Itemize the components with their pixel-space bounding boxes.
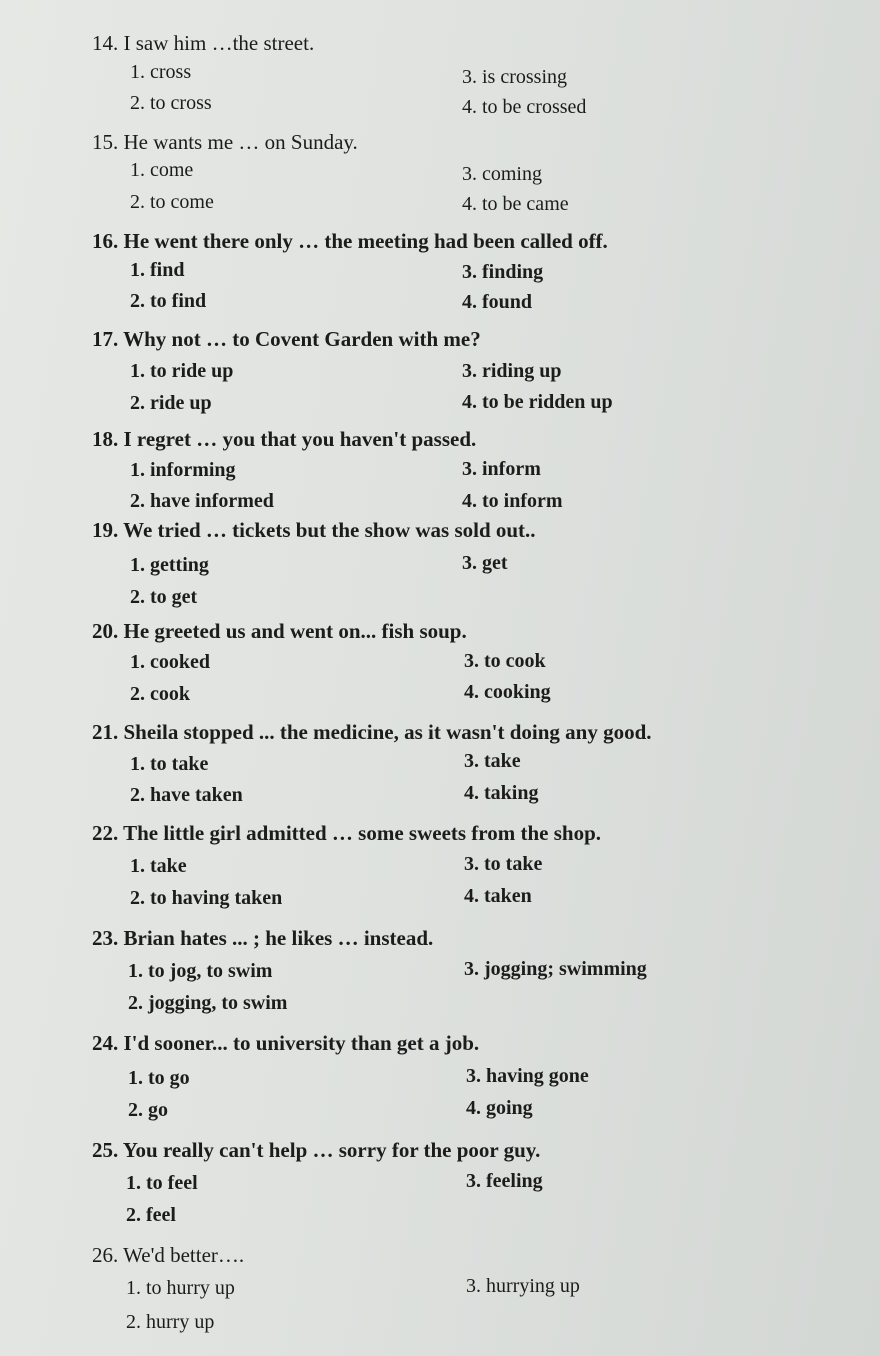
option-1: 1. come — [130, 159, 194, 181]
question-21 — [92, 719, 852, 806]
question-text: 21. Sheila stopped ... the medicine, as it wasn't doing any good. — [92, 720, 652, 744]
option-3: 3. get — [462, 552, 508, 574]
question-text: 16. He went there only … the meeting had been called off. — [92, 229, 608, 253]
question-text: 22. The little girl admitted … some sweets from the shop. — [92, 821, 602, 845]
question-22 — [92, 820, 852, 909]
option-2: 2. to get — [130, 586, 198, 608]
option-3: 3. to cook — [464, 650, 546, 672]
question-20 — [92, 618, 852, 705]
option-3: 3. is crossing — [462, 66, 567, 88]
option-3: 3. inform — [462, 458, 541, 480]
option-2: 2. cook — [130, 683, 190, 705]
option-3: 3. jogging; swimming — [464, 958, 647, 980]
option-2: 2. to cross — [130, 92, 212, 114]
option-1: 1. find — [130, 259, 185, 281]
option-3: 3. to take — [464, 853, 543, 875]
question-14 — [92, 30, 852, 118]
question-15 — [92, 129, 852, 215]
option-2: 2. to having taken — [130, 887, 283, 909]
option-4: 4. cooking — [464, 681, 551, 703]
question-text: 17. Why not … to Covent Garden with me? — [92, 327, 481, 351]
question-text: 25. You really can't help … sorry for the poor guy. — [92, 1138, 541, 1162]
option-3: 3. having gone — [466, 1065, 589, 1087]
option-1: 1. cooked — [130, 651, 210, 673]
question-text: 20. He greeted us and went on... fish soup. — [92, 619, 467, 643]
question-text: 26. We'd better…. — [92, 1243, 245, 1267]
option-3: 3. take — [464, 750, 521, 772]
option-1: 1. to ride up — [130, 360, 234, 382]
question-24 — [92, 1030, 852, 1121]
option-1: 1. to take — [130, 753, 209, 775]
option-1: 1. to go — [128, 1067, 190, 1089]
option-4: 4. to be ridden up — [462, 391, 613, 413]
option-4: 4. to inform — [462, 490, 563, 512]
option-4: 4. taking — [464, 782, 539, 804]
option-2: 2. have taken — [130, 784, 243, 806]
option-4: 4. found — [462, 291, 533, 313]
option-1: 1. take — [130, 855, 187, 877]
option-2: 2. jogging, to swim — [128, 992, 288, 1014]
question-26 — [92, 1242, 852, 1333]
question-17 — [92, 326, 852, 414]
option-1: 1. to hurry up — [126, 1277, 235, 1299]
option-3: 3. coming — [462, 163, 542, 185]
question-text: 19. We tried … tickets but the show was sold out.. — [92, 518, 536, 542]
option-4: 4. to be crossed — [462, 96, 587, 118]
question-text: 23. Brian hates ... ; he likes … instead. — [92, 926, 434, 950]
option-1: 1. getting — [130, 554, 209, 576]
option-2: 2. feel — [126, 1204, 176, 1226]
option-1: 1. to feel — [126, 1172, 198, 1194]
option-3: 3. riding up — [462, 360, 562, 382]
option-3: 3. finding — [462, 261, 544, 283]
question-23 — [92, 925, 852, 1014]
question-text: 14. I saw him …the street. — [92, 31, 315, 55]
option-4: 4. taken — [464, 885, 532, 907]
question-18 — [92, 426, 852, 512]
question-19 — [92, 517, 852, 608]
option-3: 3. hurrying up — [466, 1275, 580, 1297]
question-text: 24. I'd sooner... to university than get a job. — [92, 1031, 480, 1055]
option-2: 2. to come — [130, 191, 214, 213]
option-2: 2. hurry up — [126, 1311, 215, 1333]
option-1: 1. cross — [130, 61, 192, 83]
question-16 — [92, 228, 852, 313]
option-4: 4. going — [466, 1097, 533, 1119]
question-25 — [92, 1137, 852, 1226]
option-3: 3. feeling — [466, 1170, 543, 1192]
option-1: 1. to jog, to swim — [128, 960, 273, 982]
option-2: 2. have informed — [130, 490, 274, 512]
option-2: 2. go — [128, 1099, 168, 1121]
option-1: 1. informing — [130, 459, 236, 481]
option-2: 2. ride up — [130, 392, 212, 414]
question-text: 18. I regret … you that you haven't passed. — [92, 427, 477, 451]
question-text: 15. He wants me … on Sunday. — [92, 130, 358, 154]
option-4: 4. to be came — [462, 193, 569, 215]
option-2: 2. to find — [130, 290, 207, 312]
